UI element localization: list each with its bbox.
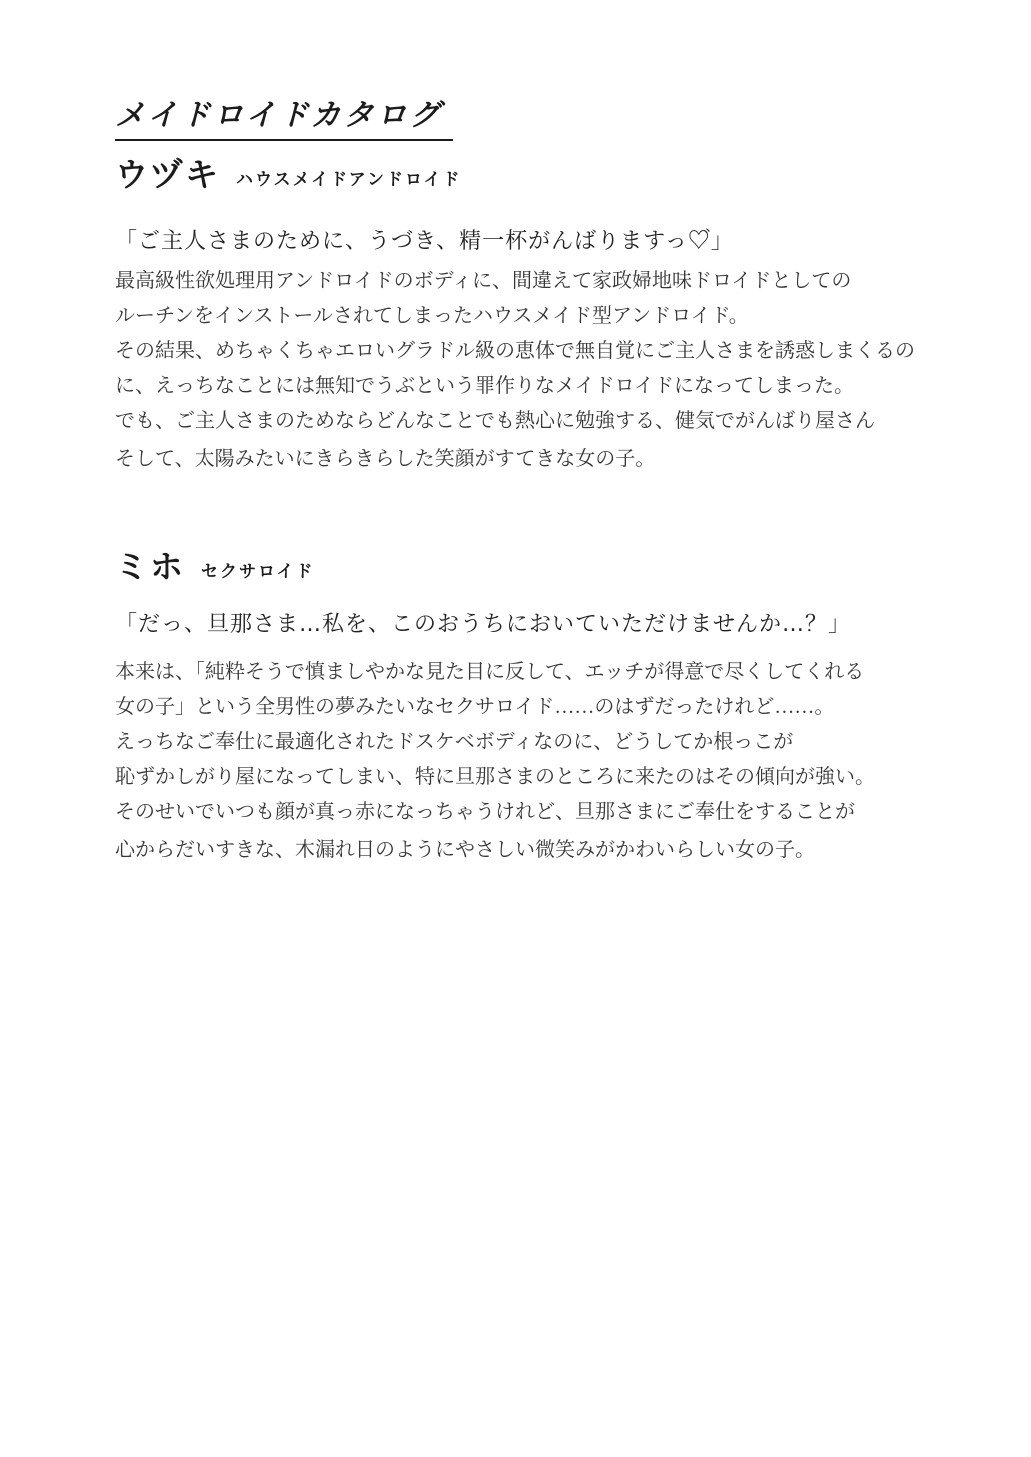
- description-line: に、えっちなことには無知でうぶという罪作りなメイドロイドになってしまった。: [115, 375, 854, 397]
- character-description: [115, 655, 935, 868]
- description-line: えっちなご奉仕に最適化されたドスケベボディなのに、どうしてか根っこが: [115, 731, 794, 753]
- section-heading-uzuki: [115, 158, 461, 191]
- description-line: 本来は、「純粋そうで慎ましやかな見た目に反して、エッチが得意で尽くしてくれる: [115, 661, 865, 683]
- description-line: その結果、めちゃくちゃエロいグラドル級の恵体で無自覚にご主人さまを誘惑しまくるの: [115, 340, 915, 362]
- character-quote: 「ご主人さまのために、うづき、精一杯がんばりますっ♡゙」: [115, 229, 734, 254]
- description-line: 最高級性欲処理用アンドロイドのボディに、間違えて家政婦地味ドロイドとしての: [115, 270, 852, 292]
- page-title: メイドロイドカタログ: [115, 90, 453, 141]
- description-line: そして、太陽みたいにきらきらした笑顔がすてきな女の子。: [115, 448, 656, 470]
- section-heading-miho: [115, 550, 315, 583]
- description-line: でも、ご主人さまのためならどんなことでも熱心に勉強する、健気でがんばり屋さん: [115, 410, 875, 432]
- character-name: ミホ: [115, 548, 185, 585]
- character-type-label: ハウスメイドアンドロイド: [236, 170, 462, 189]
- description-line: そのせいでいつも顔が真っ赤になっちゃうけれど、旦那さまにご奉仕をすることが: [115, 801, 855, 823]
- description-line: ルーチンをインストールされてしまったハウスメイド型アンドロイド。: [115, 305, 749, 327]
- character-quote: 「だっ、旦那さま…私を、このおうちにおいていただけませんか…？」: [115, 612, 852, 637]
- description-line: 女の子」という全男性の夢みたいなセクサロイド……のはずだったけれど……。: [115, 696, 835, 718]
- description-line: 恥ずかしがり屋になってしまい、特に旦那さまのところに来たのはその傾向が強い。: [115, 766, 875, 788]
- character-description: [115, 264, 935, 477]
- character-name: ウヅキ: [115, 156, 220, 193]
- description-line: 心からだいすきな、木漏れ日のようにやさしい微笑みがかわいらしい女の子。: [115, 839, 815, 861]
- character-type-label: セクサロイド: [201, 562, 315, 581]
